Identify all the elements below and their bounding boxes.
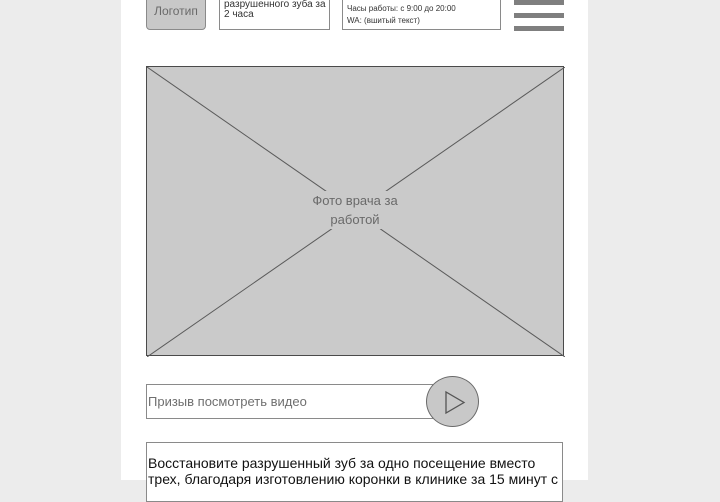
offer-text-box: [219, 0, 330, 30]
menu-bar: [514, 26, 564, 31]
logo-placeholder[interactable]: [146, 0, 206, 30]
play-icon: [427, 377, 480, 428]
whatsapp-contact[interactable]: WA: (вшитый текст): [347, 16, 420, 25]
video-cta-label: Призыв посмотреть видео: [148, 394, 307, 409]
description-text-box: [146, 442, 563, 502]
working-hours: Часы работы: с 9:00 до 20:00: [347, 4, 456, 13]
logo-label: Логотип: [154, 4, 198, 18]
description-text: Восстановите разрушенный зуб за одно посещение вместо трех, благодаря изготовлению коронки в клинике за 15 минут с: [148, 455, 559, 487]
hamburger-menu-icon[interactable]: [514, 2, 564, 30]
play-video-button[interactable]: [426, 376, 479, 427]
watch-video-cta[interactable]: [146, 384, 433, 419]
menu-bar: [514, 13, 564, 18]
menu-bar: [514, 0, 564, 5]
doctor-photo-placeholder: [146, 66, 564, 356]
offer-text: разрушенного зуба за 2 часа: [224, 0, 326, 20]
photo-caption: Фото врача за работой: [291, 191, 419, 229]
contact-info-box: [342, 0, 501, 30]
